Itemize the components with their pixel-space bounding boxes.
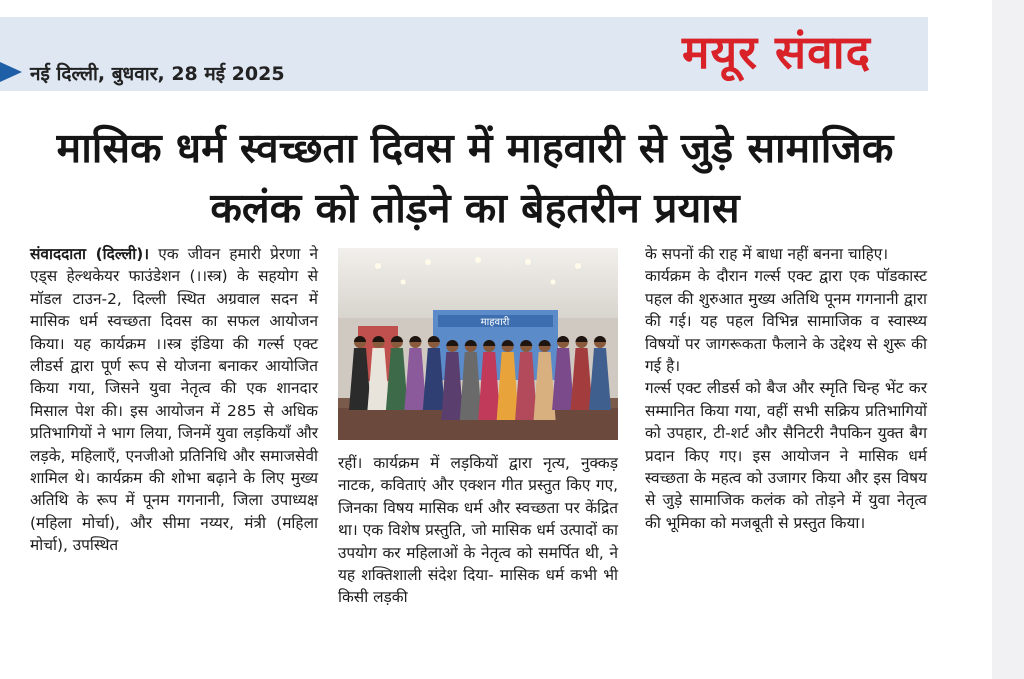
masthead-marker xyxy=(0,62,22,82)
article-column-1 xyxy=(30,243,318,557)
event-photo xyxy=(338,248,618,440)
newspaper-title: मयूर संवाद xyxy=(682,25,872,79)
photo-banner-text: माहवारी xyxy=(480,317,510,328)
event-photo-image xyxy=(338,248,618,440)
dateline: नई दिल्ली, बुधवार, 28 मई 2025 xyxy=(30,63,285,85)
column-2-text: रहीं। कार्यक्रम में लड़कियों द्वारा नृत्य, नुक्कड़ नाटक, कविताएं और एक्शन गीत प्रस्तुत किए गए, जिनका विषय मासिक धर्म और स्वच्छता पर केंद्रित था। एक विशेष प्रस्तुति, जो मासिक धर्म उत्पादों का उपयोग कर महिलाओं के नेतृत्व को समर्पित थी, ने यह शक्तिशाली संदेश दिया- मासिक धर्म कभी भी किसी लड़की xyxy=(338,454,618,607)
column-1-text: एक जीवन हमारी प्रेरणा ने एड्स हेल्थकेयर फाउंडेशन (।।स्त्र) के सहयोग से मॉडल टाउन-2, दिल्ली स्थित अग्रवाल सदन में मासिक धर्म स्वच्छता दिवस का सफल आयोजन किया। यह कार्यक्रम ।।स्त्र इंडिया की गर्ल्स एक्ट लीडर्स द्वारा पूर्ण रूप से योजना बनाकर आयोजित किया गया, जिसने युवा नेतृत्व की एक शानदार मिसाल पेश की। इस आयोजन में 285 से अधिक प्रतिभागियों ने भाग लिया, जिनमें युवा लड़कियाँ और लड़के, महिलाएँ, एनजीओ प्रतिनिधि और समाजसेवी शामिल थे। कार्यक्रम की शोभा बढ़ाने के लिए मुख्य अतिथि के रूप में पूनम गगनानी, जिला उपाध्यक्ष (महिला मोर्चा), और सीमा नय्यर, मंत्री (महिला मोर्चा), उपस्थित xyxy=(30,245,318,555)
byline: संवाददाता (दिल्ली)। xyxy=(30,245,150,263)
article-headline: मासिक धर्म स्वच्छता दिवस में माहवारी से जुड़े सामाजिक कलंक को तोड़ने का बेहतरीन प्रयास xyxy=(56,124,894,232)
column-3-paragraph-3: गर्ल्स एक्ट लीडर्स को बैज और स्मृति चिन्ह भेंट कर सम्मानित किया गया, वहीं सभी सक्रिय प्रतिभागियों को उपहार, टी-शर्ट और सैनिटरी नैपकिन युक्त बैग प्रदान किए गए। इस आयोजन ने मासिक धर्म स्वच्छता के महत्व को उजागर किया और इस विषय से जुड़े सामाजिक कलंक को तोड़ने में युवा नेतृत्व की भूमिका को मजबूती से प्रस्तुत किया। xyxy=(645,379,927,532)
article-column-2 xyxy=(338,452,618,609)
article-column-3 xyxy=(645,243,927,534)
column-3-paragraph-1: के सपनों की राह में बाधा नहीं बनना चाहिए। xyxy=(645,245,889,263)
page-margin xyxy=(992,0,1024,679)
column-3-paragraph-2: कार्यक्रम के दौरान गर्ल्स एक्ट द्वारा एक पॉडकास्ट पहल की शुरुआत मुख्य अतिथि पूनम गगनानी द्वारा की गई। यह पहल विभिन्न सामाजिक व स्वास्थ्य विषयों पर जागरूकता फैलाने के उद्देश्य से शुरू की गई है। xyxy=(645,267,927,376)
